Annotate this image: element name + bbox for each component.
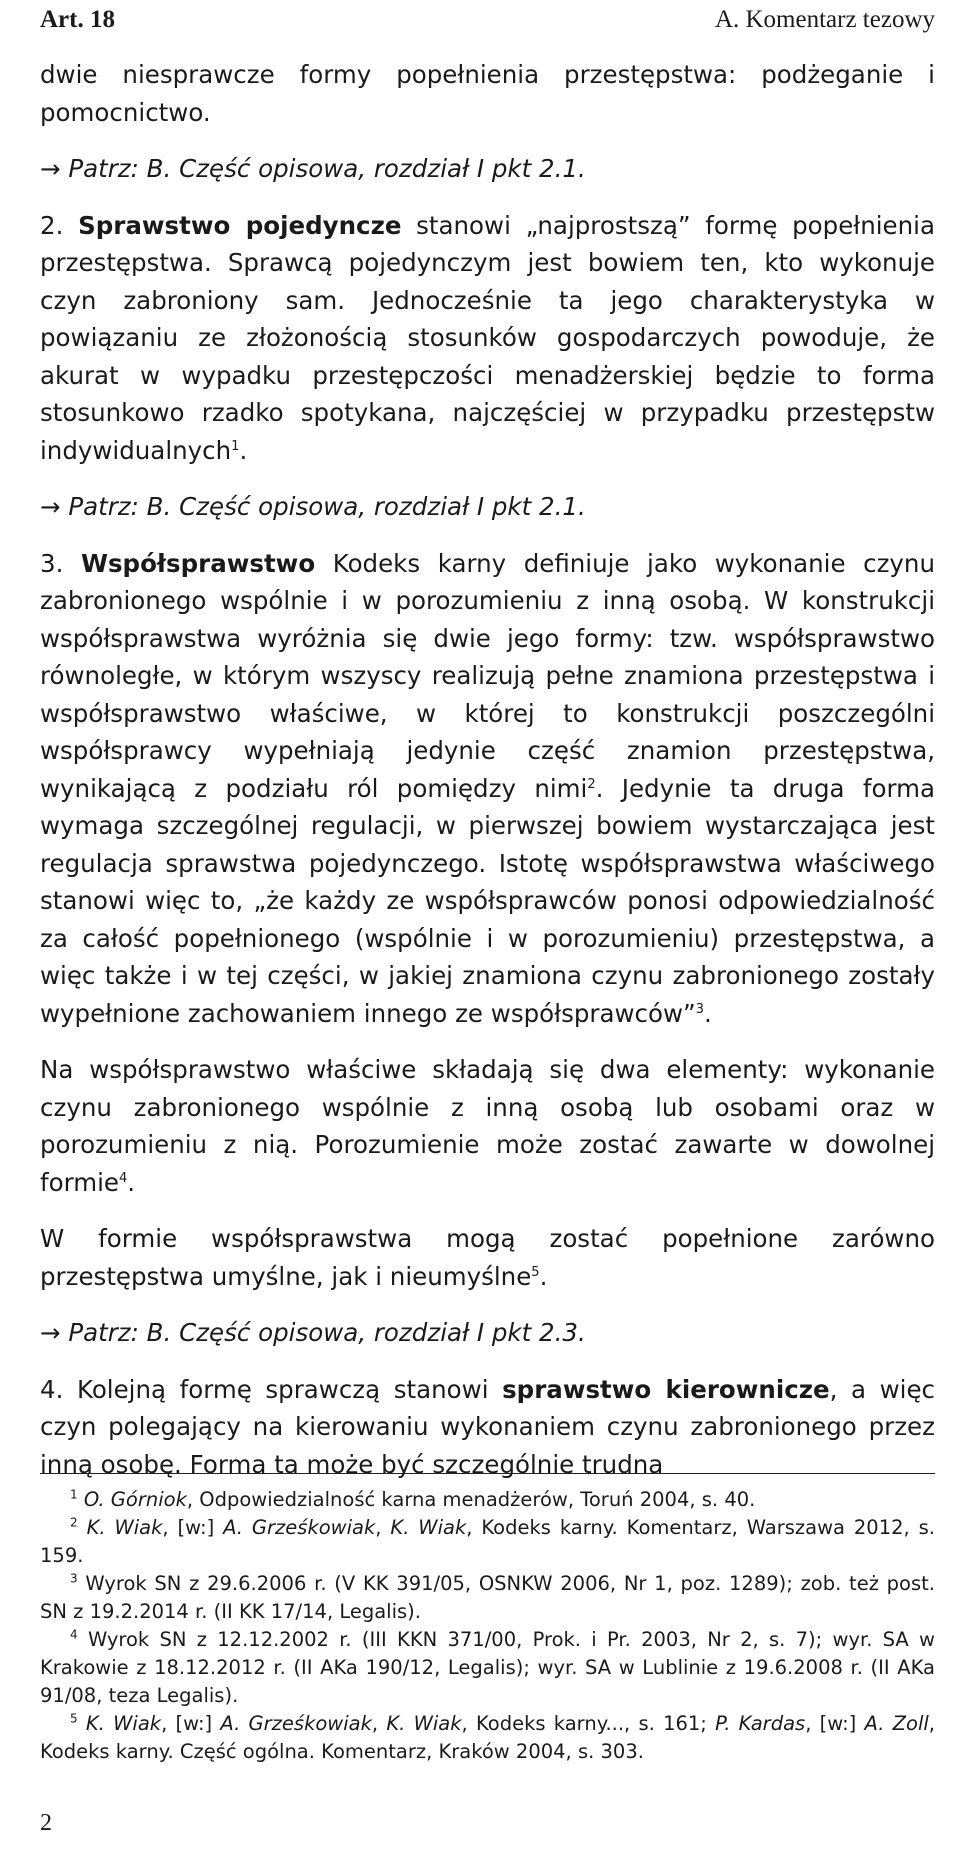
footnote-marker[interactable]: 1 (231, 438, 240, 454)
footnote-marker[interactable]: 4 (119, 1170, 128, 1186)
author: A. Grześkowiak (220, 1712, 372, 1735)
paragraph-wspolsprawstwo (40, 545, 935, 1033)
author: A. Zoll (864, 1712, 929, 1735)
author: K. Wiak (86, 1516, 163, 1539)
punctuation: . (127, 1167, 136, 1197)
cross-reference[interactable]: → Patrz: B. Część opisowa, rozdział I pkt 2.3. (40, 1318, 586, 1347)
footnote-text: , Kodeks karny. Komentarz, Warszawa 2012, s. 159. (40, 1516, 935, 1567)
author: K. Wiak (85, 1712, 162, 1735)
cross-reference[interactable]: → Patrz: B. Część opisowa, rozdział I pkt 2.1. (40, 154, 586, 183)
thesis-number: 3. (40, 548, 64, 578)
author: K. Wiak (390, 1516, 467, 1539)
footnote-number: 1 (70, 1487, 78, 1502)
footnote-text: , [w:] (805, 1712, 865, 1735)
footnote-text: , [w:] (161, 1712, 221, 1735)
paragraph (40, 1051, 935, 1201)
footnote (40, 1710, 935, 1766)
cross-reference[interactable]: → Patrz: B. Część opisowa, rozdział I pkt 2.1. (40, 492, 586, 521)
paragraph-text: Na współsprawstwo właściwe składają się dwa elementy: wykonanie czynu zabronionego wspólnie z inną osobą lub osobami oraz w porozumieniu z nią. Porozumienie może zostać zawarte w dowolnej formie (40, 1055, 935, 1197)
paragraph-sprawstwo-pojedyncze (40, 207, 935, 470)
key-term: Sprawstwo pojedyncze (78, 210, 402, 240)
key-term: sprawstwo kierownicze (502, 1374, 830, 1404)
footnote-number: 5 (70, 1711, 78, 1726)
footnote (40, 1514, 935, 1570)
paragraph-text: W formie współsprawstwa mogą zostać popełnione zarówno przestępstwa umyślne, jak i nieumyślne (40, 1224, 935, 1291)
footnote (40, 1570, 935, 1626)
paragraph (40, 56, 935, 131)
punctuation: . (239, 435, 248, 465)
footnote-marker[interactable]: 2 (587, 776, 596, 792)
author: A. Grześkowiak (223, 1516, 376, 1539)
footnote (40, 1626, 935, 1710)
footnotes (40, 1486, 935, 1766)
main-text (40, 56, 935, 1483)
footnote-marker[interactable]: 3 (695, 1001, 705, 1017)
author: K. Wiak (386, 1712, 462, 1735)
paragraph-text: . Jedynie ta druga forma wymaga szczególnej regulacji, w pierwszej bowiem wystarczająca jest regulacja sprawstwa pojedynczego. Istotę współsprawstwa właściwego stanowi więc to, „że każdy ze współsprawców ponosi odpowiedzialność za całość popełnionego (wspólnie i w porozumieniu) przestępstwa, a więc także i w tej części, w jakiej znamiona czynu zabronionego zostały wypełnione zachowaniem innego ze współsprawców” (40, 773, 936, 1028)
paragraph-text: Kolejną formę sprawczą stanowi (63, 1374, 503, 1404)
paragraph-text: Kodeks karny definiuje jako wykonanie czynu zabronionego wspólnie i w porozumieniu z inną osobą. W konstrukcji współsprawstwa wyróżnia się dwie jego formy: tzw. współsprawstwo równoległe, w którym wszyscy realizują pełne znamiona przestępstwa i współsprawstwo właściwe, w której to konstrukcji poszczególni współsprawcy wypełniają jedynie część znamion przestępstwa, wynikającą z podziału ról pomiędzy nimi (40, 548, 935, 803)
article-label: Art. 18 (40, 6, 115, 33)
paragraph (40, 1220, 935, 1295)
paragraph-text: stanowi „najprostszą” formę popełnienia przestępstwa. Sprawcą pojedynczym jest bowiem ten, kto wykonuje czyn zabroniony sam. Jednocześnie ta jego charakterystyka w powiązaniu ze złożonością stosunków gospodarczych powoduje, że akurat w wypadku przestępczości menadżerskiej będzie to forma stosunkowo rzadko spotykana, najczęściej w przypadku przestępstw indywidualnych (40, 210, 935, 465)
footnote-text: , Odpowiedzialność karna menadżerów, Toruń 2004, s. 40. (186, 1488, 756, 1511)
footnote-number: 4 (70, 1627, 78, 1642)
author: O. Górniok (83, 1488, 187, 1511)
footnote-number: 2 (70, 1515, 78, 1530)
footnote-marker[interactable]: 5 (531, 1264, 540, 1280)
running-header (40, 6, 935, 40)
footnote-text: , [w:] (162, 1516, 224, 1539)
punctuation: . (539, 1261, 548, 1291)
footnote-text: , (375, 1516, 391, 1539)
paragraph-text: , a więc czyn polegający na kierowaniu wykonaniem czynu zabronionego przez inną osobę. Forma ta może być szczególnie trudna (40, 1374, 935, 1479)
paragraph-sprawstwo-kierownicze (40, 1371, 935, 1484)
section-label: A. Komentarz tezowy (714, 6, 935, 33)
footnote-text: Wyrok SN z 29.6.2006 r. (V KK 391/05, OSNKW 2006, Nr 1, poz. 1289); zob. też post. SN z 19.2.2014 r. (II KK 17/14, Legalis). (40, 1572, 935, 1623)
paragraph-text: dwie niesprawcze formy popełnienia przestępstwa: podżeganie i pomocnictwo. (40, 60, 935, 127)
footnote-text: , Kodeks karny. Część ogólna. Komentarz, Kraków 2004, s. 303. (40, 1712, 935, 1763)
author: P. Kardas (715, 1712, 806, 1735)
footnote-number: 3 (70, 1571, 78, 1586)
footnote-text: , (371, 1712, 387, 1735)
thesis-number: 4. (40, 1374, 64, 1404)
key-term: Współsprawstwo (80, 548, 316, 578)
footnote-text: Wyrok SN z 12.12.2002 r. (III KKN 371/00, Prok. i Pr. 2003, Nr 2, s. 7); wyr. SA w Krakowie z 18.12.2012 r. (II AKa 190/12, Legalis); wyr. SA w Lublinie z 19.6.2008 r. (II AKa 91/08, teza Legalis). (40, 1628, 935, 1707)
punctuation: . (704, 998, 712, 1028)
thesis-number: 2. (40, 210, 64, 240)
footnote-divider (40, 1473, 935, 1474)
page-number: 2 (40, 1810, 52, 1836)
footnote (40, 1486, 935, 1514)
footnote-text: , Kodeks karny..., s. 161; (461, 1712, 716, 1735)
